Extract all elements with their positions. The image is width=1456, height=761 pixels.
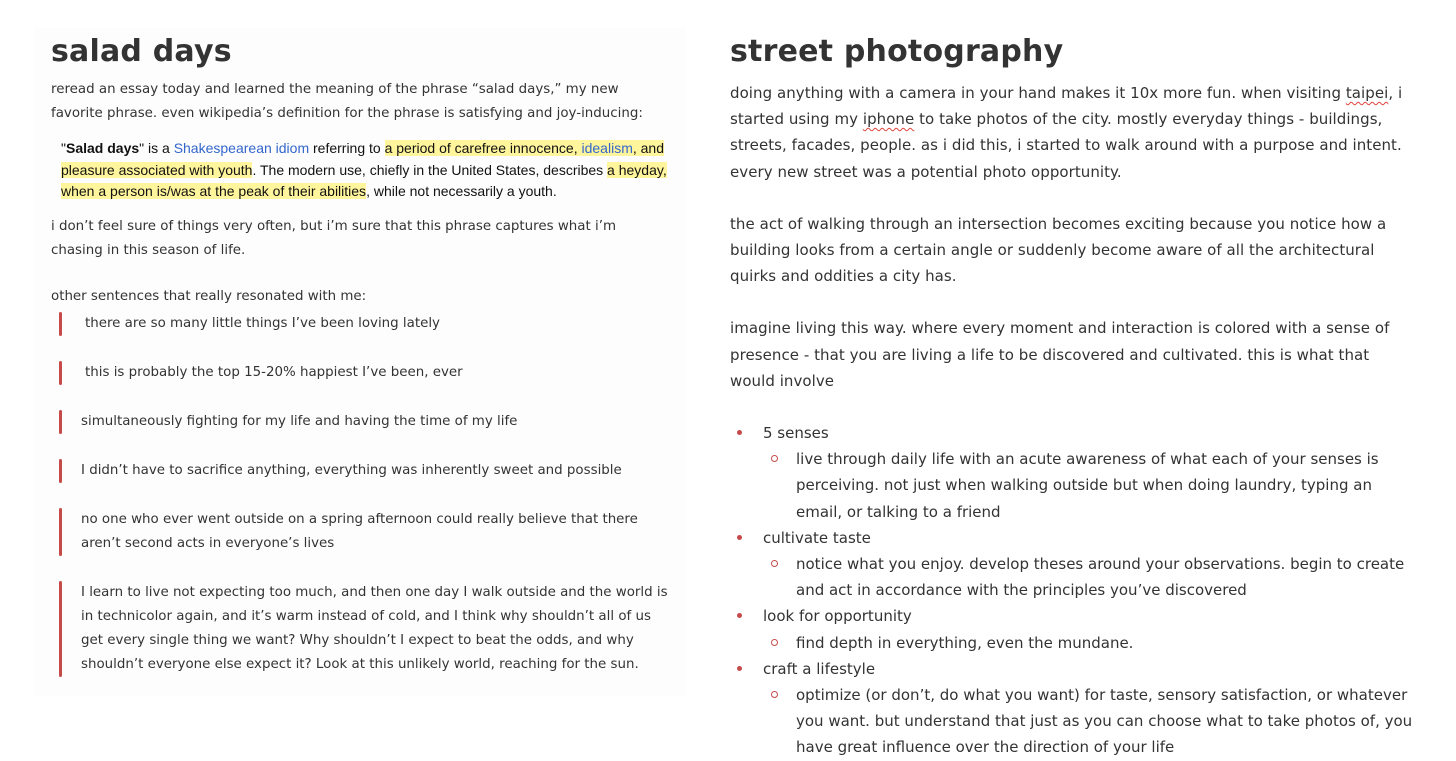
camera-text-a: doing anything with a camera in your hand makes it 10x more fun. when visiting [730,84,1346,102]
street-photography-panel [712,28,1432,757]
wiki-term: Salad days [65,140,140,156]
sub-list-item: find depth in everything, even the mundane. [730,630,1414,656]
wiki-highlight-heyday: a heyday, when a person is/was at the peak of their abilities [61,161,667,199]
spellcheck-word-iphone[interactable]: iphone [862,110,915,129]
quote-list [51,312,669,677]
salad-days-title: salad days [51,34,232,69]
idealism-link[interactable]: idealism [581,140,633,156]
list-item: 5 senses [730,420,1414,446]
wiki-highlight-pleasure: , and pleasure associated with youth [61,140,664,178]
quotes-intro: other sentences that really resonated with me: [51,288,367,304]
sub-list-item: live through daily life with an acute awareness of what each of your senses is perceiving. not just when walking outside but when doing laundry, typing an email, or talking to a friend [730,446,1414,525]
street-photography-title: street photography [730,34,1064,69]
wiki-text-referring: referring to [309,140,385,156]
list-item: cultivate taste [730,525,1414,551]
imagine-paragraph: imagine living this way. where every moment and interaction is colored with a sense of presence - that you are living a life to be discovered and cultivated. this is what that would involve [730,319,1390,390]
salad-days-reflection: i don’t feel sure of things very often, but i’m sure that this phrase captures what i’m chasing in this season of life. [51,218,617,258]
salad-days-intro: reread an essay today and learned the meaning of the phrase “salad days,” my new favorite phrase. even wikipedia’s definition for the phrase is satisfying and joy-inducing: [51,82,643,121]
block-quote: simultaneously fighting for my life and having the time of my life [51,410,669,434]
list-item: craft a lifestyle [730,656,1414,682]
block-quote: I learn to live not expecting too much, and then one day I walk outside and the world is in technicolor again, and it’s warm instead of cold, and I think why shouldn’t all of us get every single thing we want? Why shouldn’t I expect to beat the odds, and why shouldn’t everyone else expect it? Look at this unlikely world, reaching for the sun. [51,581,669,677]
camera-text-c: to take photos of the city. mostly everyday things - buildings, streets, facades, people. as i did this, i started to walk around with a purpose and intent. every new street was a potential photo opportunity. [730,110,1402,181]
list-item: look for opportunity [730,603,1414,629]
wiki-quote-open: " [61,140,66,156]
camera-text-b: , i started using my [730,84,1403,129]
block-quote: no one who ever went outside on a spring afternoon could really believe that there aren’t second acts in everyone’s lives [51,508,669,556]
sub-list-item: notice what you enjoy. develop theses around your observations. begin to create and act in accordance with the principles you’ve discovered [730,551,1414,603]
intersection-paragraph: the act of walking through an intersection becomes exciting because you notice how a building looks from a certain angle or suddenly become aware of all the architectural quirks and oddities a city has. [730,214,1387,286]
salad-days-panel [34,28,686,696]
wiki-text-is-a: " is a [139,140,174,156]
wiki-text-modern-use: . The modern use, chiefly in the United States, describes [252,161,608,178]
sub-list-item: optimize (or don’t, do what you want) for taste, sensory satisfaction, or whatever you want. but understand that just as you can choose what to take photos of, you have great influence over the direction of your life [730,682,1414,761]
wiki-highlight-carefree: a period of carefree innocence, [384,140,582,156]
camera-paragraph [730,80,1414,185]
shakespearean-idiom-link[interactable]: Shakespearean idiom [173,140,310,156]
block-quote: I didn’t have to sacrifice anything, everything was inherently sweet and possible [51,459,669,483]
block-quote: there are so many little things I’ve been loving lately [51,312,669,336]
spellcheck-word-taipei[interactable]: taipei [1345,84,1389,102]
block-quote: this is probably the top 15-20% happiest I’ve been, ever [51,361,669,385]
wikipedia-definition [51,126,669,215]
involve-list [730,420,1414,761]
wiki-text-youth: , while not necessarily a youth. [366,183,557,199]
